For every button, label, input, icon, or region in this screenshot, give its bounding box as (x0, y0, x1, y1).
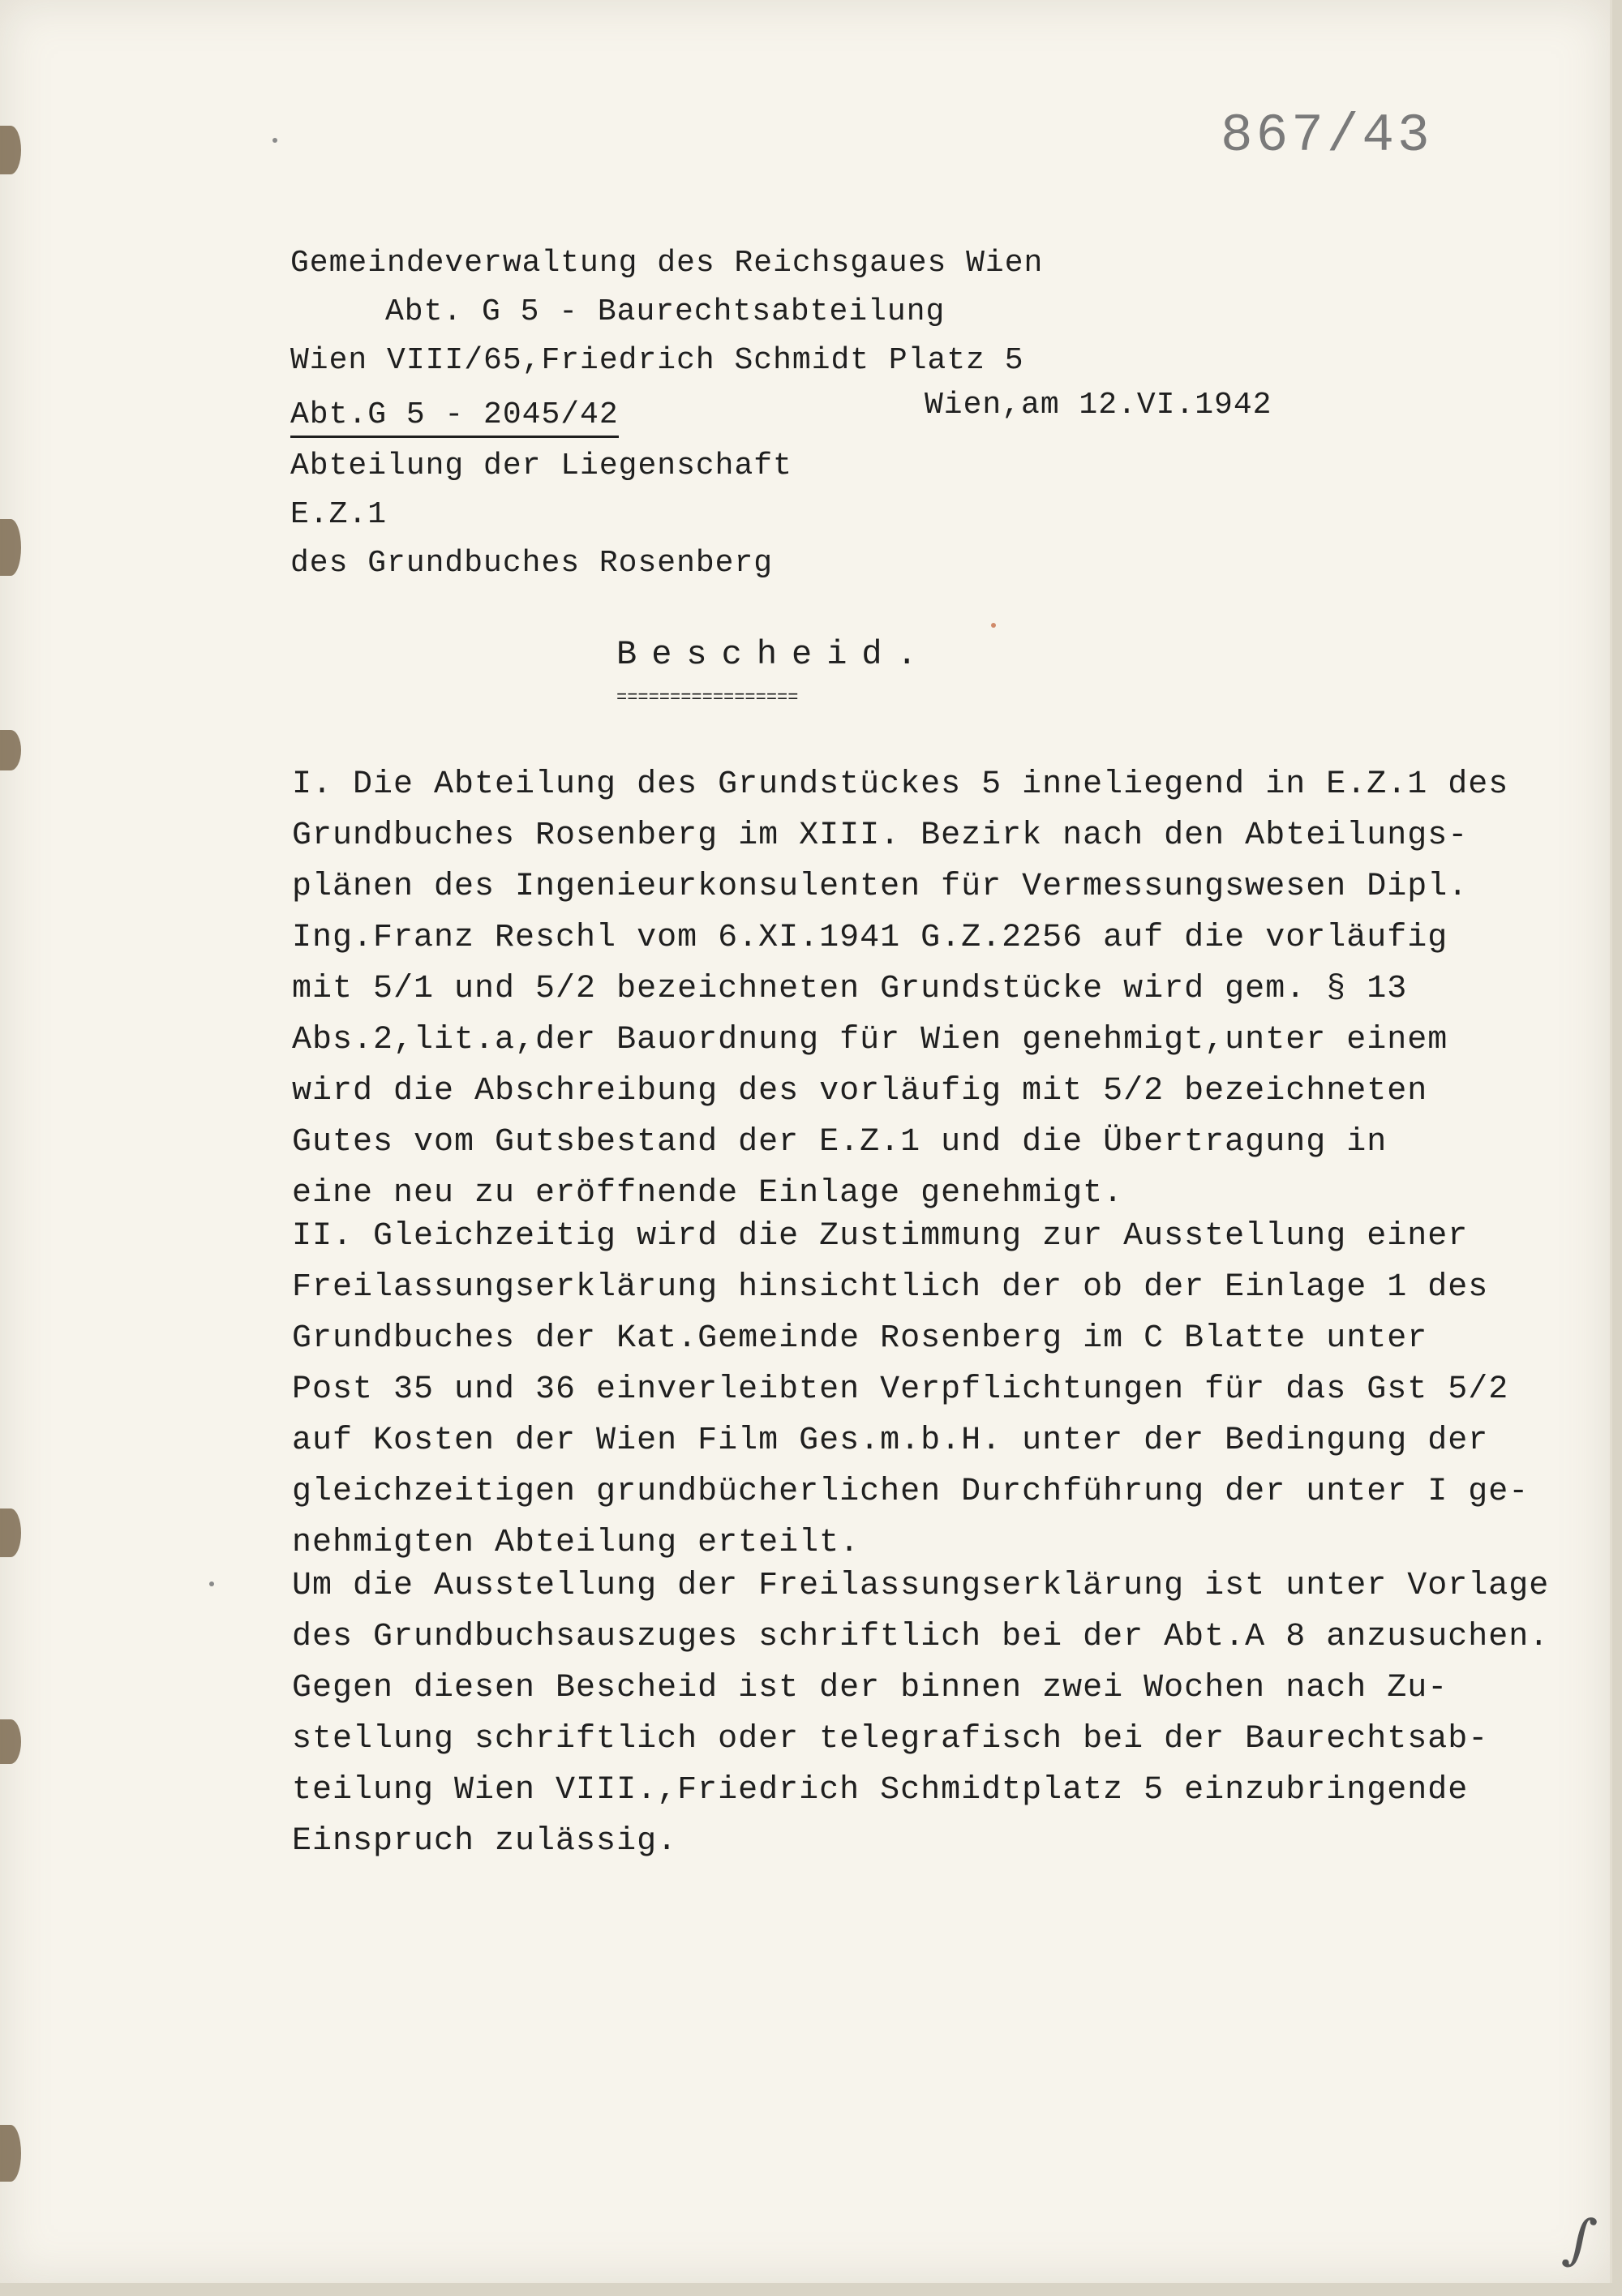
body-line: teilung Wien VIII.,Friedrich Schmidtplatz 5 einzubringende (292, 1772, 1469, 1809)
body-line: Gutes vom Gutsbestand der E.Z.1 und die Übertragung in (292, 1124, 1388, 1161)
paper-speck (209, 1581, 214, 1586)
body-line: auf Kosten der Wien Film Ges.m.b.H. unter der Bedingung der (292, 1423, 1489, 1459)
authority-name: Gemeindeverwaltung des Reichsgaues Wien (290, 246, 1044, 281)
body-line: plänen des Ingenieurkonsulenten für Vermessungswesen Dipl. (292, 869, 1469, 905)
paper-speck (991, 623, 996, 628)
body-line: Grundbuches der Kat.Gemeinde Rosenberg im C Blatte unter (292, 1320, 1428, 1357)
torn-edge-mark (0, 1719, 21, 1764)
title-underline: ================= (616, 688, 799, 708)
torn-edge-mark (0, 2125, 21, 2182)
body-line: mit 5/1 und 5/2 bezeichneten Grundstücke wird gem. § 13 (292, 971, 1408, 1007)
body-line: nehmigten Abteilung erteilt. (292, 1525, 860, 1561)
torn-edge-mark (0, 519, 21, 576)
body-line: gleichzeitigen grundbücherlichen Durchführung der unter I ge- (292, 1474, 1530, 1510)
department-name: Abt. G 5 - Baurechtsabteilung (385, 294, 946, 329)
body-line: Freilassungserklärung hinsichtlich der ob der Einlage 1 des (292, 1269, 1489, 1306)
document-title: Bescheid. (616, 635, 932, 674)
subject-line-1: Abteilung der Liegenschaft (290, 448, 792, 483)
file-number: 867/43 (1221, 105, 1433, 166)
reference-number: Abt.G 5 - 2045/42 (290, 397, 619, 438)
body-line: Um die Ausstellung der Freilassungserklärung ist unter Vorlage (292, 1568, 1550, 1604)
body-line: stellung schriftlich oder telegrafisch bei der Baurechtsab- (292, 1721, 1489, 1757)
torn-edge-mark (0, 730, 21, 770)
subject-line-2: E.Z.1 (290, 497, 388, 532)
body-line: I. Die Abteilung des Grundstückes 5 inneliegend in E.Z.1 des (292, 766, 1509, 803)
body-line: wird die Abschreibung des vorläufig mit 5/2 bezeichneten (292, 1073, 1428, 1109)
body-line: Gegen diesen Bescheid ist der binnen zwei Wochen nach Zu- (292, 1670, 1448, 1706)
place-date: Wien,am 12.VI.1942 (925, 388, 1272, 423)
body-line: Einspruch zulässig. (292, 1823, 678, 1860)
body-line: eine neu zu eröffnende Einlage genehmigt. (292, 1175, 1124, 1212)
paper-speck (272, 138, 277, 143)
torn-edge-mark (0, 126, 21, 174)
body-line: II. Gleichzeitig wird die Zustimmung zur Ausstellung einer (292, 1218, 1469, 1255)
body-line: des Grundbuchsauszuges schriftlich bei der Abt.A 8 anzusuchen. (292, 1619, 1550, 1655)
body-line: Grundbuches Rosenberg im XIII. Bezirk nach den Abteilungs- (292, 818, 1469, 854)
pencil-mark: ∫ (1560, 2204, 1601, 2275)
authority-address: Wien VIII/65,Friedrich Schmidt Platz 5 (290, 343, 1024, 378)
subject-line-3: des Grundbuches Rosenberg (290, 546, 774, 581)
body-line: Ing.Franz Reschl vom 6.XI.1941 G.Z.2256 auf die vorläufig (292, 920, 1448, 956)
body-line: Abs.2,lit.a,der Bauordnung für Wien genehmigt,unter einem (292, 1022, 1448, 1058)
body-line: Post 35 und 36 einverleibten Verpflichtungen für das Gst 5/2 (292, 1371, 1509, 1408)
torn-edge-mark (0, 1508, 21, 1557)
